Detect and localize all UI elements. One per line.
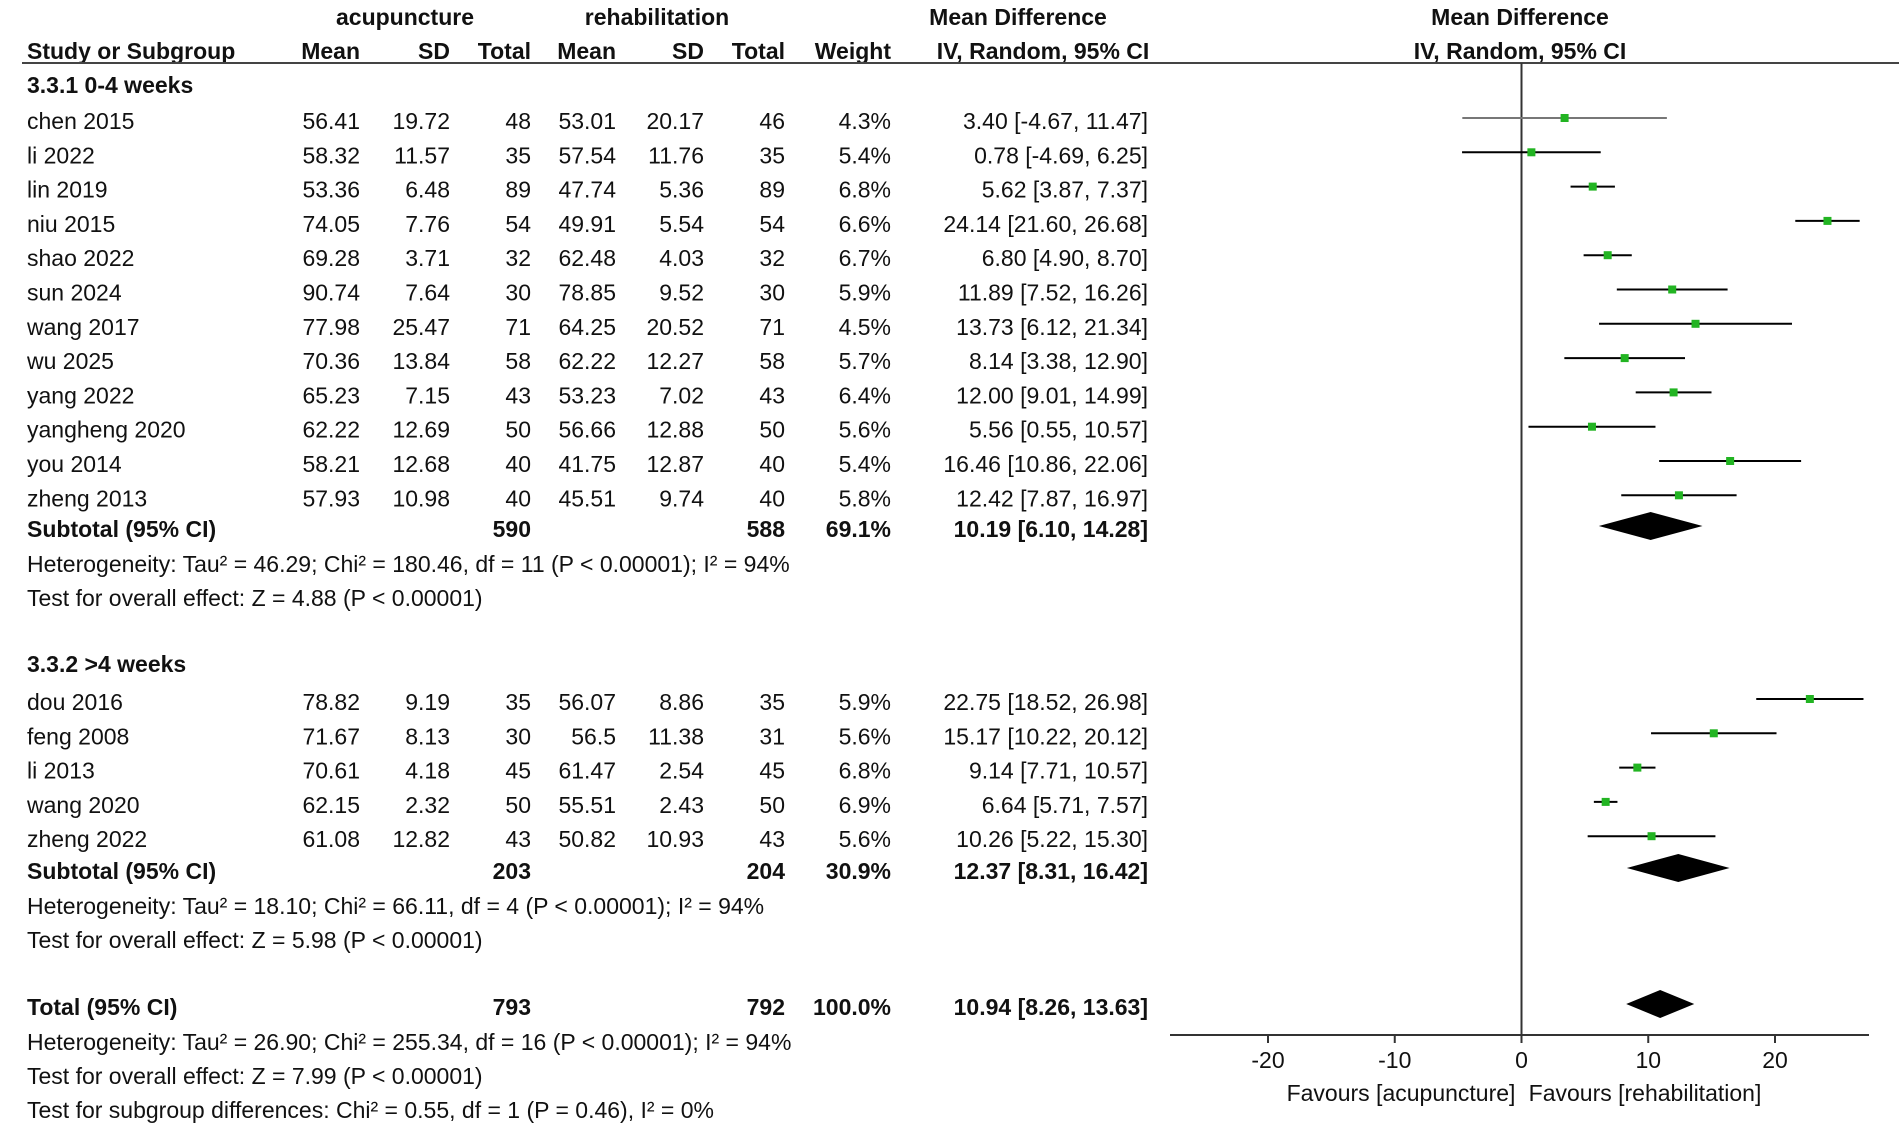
subtotal-ci: 10.19 [6.10, 14.28] [953, 516, 1148, 542]
effect-point [1527, 148, 1535, 156]
effect-point [1604, 251, 1612, 259]
study-weight: 5.9% [838, 279, 891, 306]
rehabilitation-sd: 9.74 [659, 485, 704, 512]
rehabilitation-total: 43 [759, 826, 785, 853]
study-ci: 6.80 [4.90, 8.70] [981, 245, 1148, 272]
study-weight: 6.8% [838, 757, 891, 784]
header-total-1: Total [477, 38, 531, 64]
effect-point [1602, 798, 1610, 806]
study-name: shao 2022 [27, 245, 135, 272]
rehabilitation-total: 35 [759, 689, 785, 715]
rehabilitation-sd: 20.52 [646, 313, 704, 340]
rehabilitation-sd: 5.36 [659, 176, 704, 203]
favours-acupuncture-label: Favours [acupuncture] [1286, 1080, 1516, 1106]
rehabilitation-sd: 12.27 [646, 348, 704, 375]
favours-rehabilitation-label: Favours [rehabilitation] [1528, 1080, 1762, 1106]
effect-point [1726, 457, 1734, 465]
subtotal-label: Subtotal (95% CI) [27, 858, 217, 884]
study-weight: 5.6% [838, 826, 891, 853]
summary-diamond [1627, 854, 1730, 882]
x-tick-label: 10 [1635, 1047, 1662, 1073]
rehabilitation-sd: 2.54 [659, 757, 704, 784]
acupuncture-mean: 57.93 [302, 485, 360, 512]
subtotal-acupuncture-total: 203 [492, 858, 531, 884]
study-weight: 5.8% [838, 485, 891, 512]
rehabilitation-total: 58 [759, 348, 785, 375]
acupuncture-sd: 19.72 [392, 108, 450, 134]
acupuncture-total: 30 [505, 723, 531, 750]
subgroup-overall-effect: Test for overall effect: Z = 5.98 (P < 0.00001) [27, 927, 483, 953]
study-weight: 5.6% [838, 723, 891, 750]
study-weight: 6.4% [838, 382, 891, 409]
subgroup-heterogeneity: Heterogeneity: Tau² = 18.10; Chi² = 66.11, df = 4 (P < 0.00001); I² = 94% [27, 893, 765, 919]
study-name: you 2014 [27, 451, 122, 477]
effect-point [1692, 320, 1700, 328]
x-tick-label: 20 [1762, 1047, 1788, 1073]
total-ci: 10.94 [8.26, 13.63] [953, 994, 1148, 1020]
x-tick-label: 0 [1515, 1047, 1528, 1073]
rehabilitation-mean: 45.51 [558, 485, 616, 512]
acupuncture-sd: 13.84 [392, 348, 450, 375]
x-tick-label: -20 [1251, 1047, 1285, 1073]
rehabilitation-mean: 53.01 [558, 108, 616, 134]
subtotal-weight: 69.1% [825, 516, 891, 542]
study-name: zheng 2022 [27, 826, 148, 853]
effect-point [1589, 183, 1597, 191]
acupuncture-sd: 6.48 [405, 176, 450, 203]
header-method-left: IV, Random, 95% CI [936, 38, 1150, 64]
effect-point [1648, 832, 1656, 840]
header-mean-1: Mean [301, 38, 360, 64]
summary-diamond [1626, 990, 1694, 1018]
rehabilitation-mean: 57.54 [558, 142, 616, 169]
study-name: li 2013 [27, 757, 95, 784]
rehabilitation-mean: 78.85 [558, 279, 616, 306]
rehabilitation-sd: 8.86 [659, 689, 704, 715]
header-mean-difference-left: Mean Difference [929, 4, 1107, 30]
acupuncture-sd: 11.57 [394, 142, 450, 169]
acupuncture-mean: 74.05 [302, 210, 360, 237]
study-weight: 5.6% [838, 416, 891, 443]
study-weight: 6.6% [838, 210, 891, 237]
acupuncture-sd: 2.32 [405, 791, 450, 818]
subgroup-overall-effect: Test for overall effect: Z = 4.88 (P < 0.00001) [27, 585, 483, 611]
rehabilitation-mean: 56.07 [558, 689, 616, 715]
effect-point [1823, 217, 1831, 225]
rehabilitation-sd: 2.43 [659, 791, 704, 818]
summary-diamond [1599, 512, 1703, 540]
rehabilitation-mean: 49.91 [558, 210, 616, 237]
study-weight: 6.9% [838, 791, 891, 818]
acupuncture-sd: 9.19 [405, 689, 450, 715]
acupuncture-mean: 53.36 [302, 176, 360, 203]
acupuncture-mean: 70.36 [302, 348, 360, 375]
rehabilitation-sd: 5.54 [659, 210, 704, 237]
rehabilitation-total: 50 [759, 791, 785, 818]
study-weight: 4.5% [838, 313, 891, 340]
acupuncture-mean: 70.61 [302, 757, 360, 784]
rehabilitation-mean: 47.74 [558, 176, 616, 203]
rehabilitation-sd: 10.93 [646, 826, 704, 853]
header-acupuncture: acupuncture [335, 4, 475, 30]
study-name: niu 2015 [27, 210, 116, 237]
study-ci: 8.14 [3.38, 12.90] [968, 348, 1148, 375]
study-ci: 3.40 [-4.67, 11.47] [963, 108, 1148, 134]
rehabilitation-sd: 11.76 [648, 142, 704, 169]
header-weight: Weight [814, 38, 891, 64]
rehabilitation-total: 89 [759, 176, 785, 203]
acupuncture-sd: 10.98 [392, 485, 450, 512]
acupuncture-sd: 3.71 [405, 245, 450, 272]
rehabilitation-sd: 7.02 [659, 382, 704, 409]
acupuncture-mean: 90.74 [302, 279, 360, 306]
study-name: feng 2008 [27, 723, 130, 750]
header-sd-1: SD [418, 38, 450, 64]
effect-point [1675, 491, 1683, 499]
header-sd-2: SD [672, 38, 704, 64]
rehabilitation-total: 43 [759, 382, 785, 409]
x-tick-label: -10 [1378, 1047, 1412, 1073]
study-name: zheng 2013 [27, 485, 148, 512]
acupuncture-sd: 7.76 [405, 210, 450, 237]
study-weight: 4.3% [838, 108, 891, 134]
study-ci: 5.62 [3.87, 7.37] [981, 176, 1148, 203]
subtotal-label: Subtotal (95% CI) [27, 516, 217, 542]
study-ci: 5.56 [0.55, 10.57] [968, 416, 1148, 443]
acupuncture-sd: 4.18 [405, 757, 450, 784]
rehabilitation-sd: 12.88 [646, 416, 704, 443]
subgroup-title: 3.3.2 >4 weeks [27, 651, 187, 677]
acupuncture-mean: 56.41 [302, 108, 360, 134]
acupuncture-sd: 12.82 [392, 826, 450, 853]
study-name: dou 2016 [27, 689, 123, 715]
study-name: yang 2022 [27, 382, 135, 409]
study-ci: 16.46 [10.86, 22.06] [943, 451, 1148, 477]
acupuncture-sd: 8.13 [405, 723, 450, 750]
effect-point [1806, 695, 1814, 703]
effect-point [1710, 729, 1718, 737]
study-name: wang 2017 [27, 313, 140, 340]
study-name: yangheng 2020 [27, 416, 186, 443]
study-ci: 22.75 [18.52, 26.98] [943, 689, 1148, 715]
study-ci: 12.42 [7.87, 16.97] [956, 485, 1148, 512]
acupuncture-mean: 71.67 [302, 723, 360, 750]
subgroup-differences: Test for subgroup differences: Chi² = 0.55, df = 1 (P = 0.46), I² = 0% [27, 1097, 714, 1123]
acupuncture-sd: 25.47 [392, 313, 450, 340]
study-weight: 5.7% [838, 348, 891, 375]
acupuncture-total: 50 [505, 791, 531, 818]
acupuncture-mean: 77.98 [302, 313, 360, 340]
acupuncture-total: 30 [505, 279, 531, 306]
effect-point [1670, 388, 1678, 396]
total-rehabilitation-total: 792 [746, 994, 785, 1020]
header-mean-difference-right: Mean Difference [1431, 4, 1609, 30]
rehabilitation-total: 40 [759, 485, 785, 512]
rehabilitation-mean: 50.82 [558, 826, 616, 853]
acupuncture-total: 48 [505, 108, 531, 134]
study-ci: 10.26 [5.22, 15.30] [956, 826, 1148, 853]
total-overall-effect: Test for overall effect: Z = 7.99 (P < 0.00001) [27, 1063, 483, 1089]
study-ci: 24.14 [21.60, 26.68] [943, 210, 1148, 237]
rehabilitation-mean: 62.22 [558, 348, 616, 375]
acupuncture-mean: 61.08 [302, 826, 360, 853]
study-weight: 5.9% [838, 689, 891, 715]
rehabilitation-sd: 11.38 [648, 723, 704, 750]
study-weight: 6.8% [838, 176, 891, 203]
acupuncture-sd: 7.15 [405, 382, 450, 409]
total-label: Total (95% CI) [27, 994, 178, 1020]
acupuncture-total: 71 [505, 313, 531, 340]
effect-point [1588, 423, 1596, 431]
study-name: chen 2015 [27, 108, 135, 134]
rehabilitation-total: 46 [759, 108, 785, 134]
rehabilitation-total: 35 [759, 142, 785, 169]
study-weight: 5.4% [838, 451, 891, 477]
header-rehabilitation: rehabilitation [584, 4, 730, 30]
rehabilitation-mean: 64.25 [558, 313, 616, 340]
study-ci: 6.64 [5.71, 7.57] [981, 791, 1148, 818]
acupuncture-mean: 62.15 [302, 791, 360, 818]
study-weight: 5.4% [838, 142, 891, 169]
acupuncture-total: 50 [505, 416, 531, 443]
effect-point [1621, 354, 1629, 362]
rehabilitation-mean: 41.75 [558, 451, 616, 477]
acupuncture-total: 54 [505, 210, 531, 237]
acupuncture-total: 35 [505, 142, 531, 169]
subtotal-acupuncture-total: 590 [492, 516, 531, 542]
study-name: wang 2020 [27, 791, 140, 818]
rehabilitation-mean: 62.48 [558, 245, 616, 272]
study-weight: 6.7% [838, 245, 891, 272]
total-acupuncture-total: 793 [492, 994, 531, 1020]
header-study: Study or Subgroup [27, 38, 236, 64]
study-ci: 11.89 [7.52, 16.26] [957, 279, 1148, 306]
rehabilitation-total: 54 [759, 210, 785, 237]
study-name: wu 2025 [27, 348, 114, 375]
acupuncture-total: 45 [505, 757, 531, 784]
rehabilitation-mean: 53.23 [558, 382, 616, 409]
rehabilitation-sd: 12.87 [646, 451, 704, 477]
acupuncture-mean: 69.28 [302, 245, 360, 272]
rehabilitation-total: 32 [759, 245, 785, 272]
acupuncture-sd: 12.68 [392, 451, 450, 477]
study-name: sun 2024 [27, 279, 122, 306]
effect-point [1633, 764, 1641, 772]
subgroup-heterogeneity: Heterogeneity: Tau² = 46.29; Chi² = 180.46, df = 11 (P < 0.00001); I² = 94% [27, 551, 790, 577]
header-method-right: IV, Random, 95% CI [1413, 38, 1627, 64]
header-mean-2: Mean [557, 38, 616, 64]
rehabilitation-total: 45 [759, 757, 785, 784]
study-name: li 2022 [27, 142, 95, 169]
study-ci: 13.73 [6.12, 21.34] [956, 313, 1148, 340]
rehabilitation-total: 31 [759, 723, 785, 750]
study-ci: 9.14 [7.71, 10.57] [968, 757, 1148, 784]
rehabilitation-total: 71 [759, 313, 785, 340]
study-ci: 0.78 [-4.69, 6.25] [974, 142, 1148, 169]
rehabilitation-sd: 20.17 [646, 108, 704, 134]
subtotal-weight: 30.9% [825, 858, 891, 884]
acupuncture-mean: 78.82 [302, 689, 360, 715]
subtotal-rehabilitation-total: 204 [746, 858, 785, 884]
acupuncture-total: 43 [505, 826, 531, 853]
acupuncture-total: 89 [505, 176, 531, 203]
rehabilitation-sd: 9.52 [659, 279, 704, 306]
acupuncture-mean: 62.22 [302, 416, 360, 443]
subtotal-ci: 12.37 [8.31, 16.42] [953, 858, 1148, 884]
header-total-2: Total [731, 38, 785, 64]
rehabilitation-total: 30 [759, 279, 785, 306]
acupuncture-sd: 12.69 [392, 416, 450, 443]
rehabilitation-mean: 56.5 [571, 723, 616, 750]
study-ci: 15.17 [10.22, 20.12] [943, 723, 1148, 750]
acupuncture-total: 40 [505, 485, 531, 512]
rehabilitation-sd: 4.03 [659, 245, 704, 272]
acupuncture-mean: 58.32 [302, 142, 360, 169]
study-ci: 12.00 [9.01, 14.99] [956, 382, 1148, 409]
rehabilitation-mean: 56.66 [558, 416, 616, 443]
subgroup-title: 3.3.1 0-4 weeks [27, 72, 194, 98]
rehabilitation-mean: 55.51 [558, 791, 616, 818]
effect-point [1668, 286, 1676, 294]
study-name: lin 2019 [27, 176, 108, 203]
acupuncture-mean: 65.23 [302, 382, 360, 409]
rehabilitation-total: 50 [759, 416, 785, 443]
acupuncture-sd: 7.64 [405, 279, 450, 306]
total-heterogeneity: Heterogeneity: Tau² = 26.90; Chi² = 255.34, df = 16 (P < 0.00001); I² = 94% [27, 1029, 792, 1055]
acupuncture-total: 58 [505, 348, 531, 375]
subtotal-rehabilitation-total: 588 [746, 516, 785, 542]
rehabilitation-mean: 61.47 [558, 757, 616, 784]
acupuncture-total: 35 [505, 689, 531, 715]
effect-point [1561, 114, 1569, 122]
acupuncture-total: 40 [505, 451, 531, 477]
rehabilitation-total: 40 [759, 451, 785, 477]
acupuncture-total: 32 [505, 245, 531, 272]
total-weight: 100.0% [812, 994, 891, 1020]
acupuncture-total: 43 [505, 382, 531, 409]
acupuncture-mean: 58.21 [302, 451, 360, 477]
